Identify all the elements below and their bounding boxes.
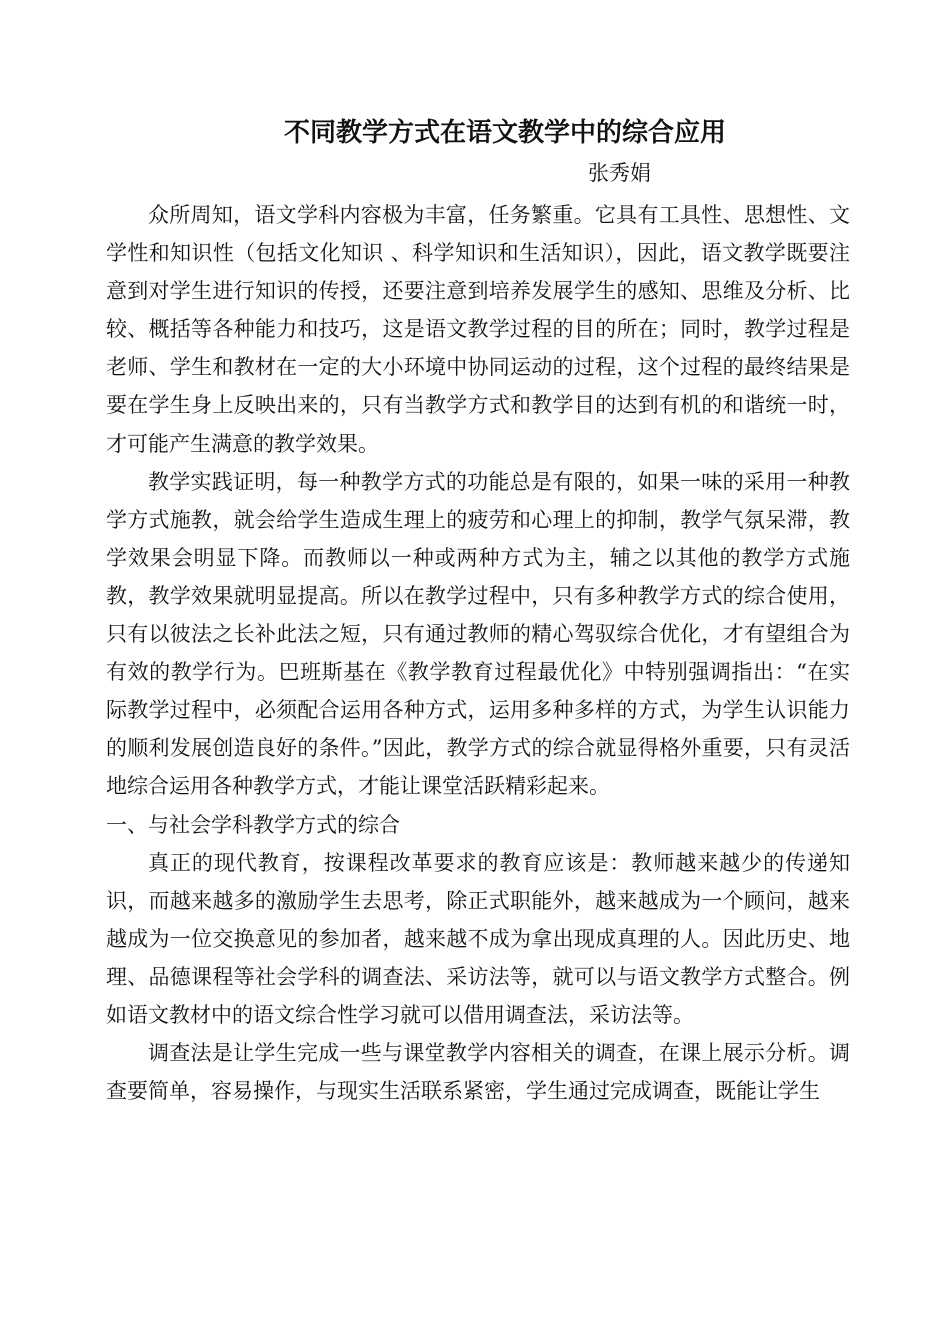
paragraph-modern-education: 真正的现代教育，按课程改革要求的教育应该是：教师越来越少的传递知识，而越来越多的激励学生去思考，除正式职能外，越来越成为一个顾问，越来越成为一位交换意见的参加者，越来越不成为拿出现成真理的人。因此历史、地理、品德课程等社会学科的调查法、采访法等，就可以与语文教学方式整合。例如语文教材中的语文综合性学习就可以借用调查法，采访法等。 [106,850,850,1027]
author-name: 张秀娟 [588,161,651,185]
paragraph-intro: 众所周知，语文学科内容极为丰富，任务繁重。它具有工具性、思想性、文学性和知识性（包括文化知识 、科学知识和生活知识），因此，语文教学既要注意到对学生进行知识的传授，还要注意到培养发展学生的感知、思维及分析、比较、概括等各种能力和技巧，这是语文教学过程的目的所在；同时，教学过程是老师、学生和教材在一定的大小环境中协同运动的过程，这个过程的最终结果是要在学生身上反映出来的，只有当教学方式和教学目的达到有机的和谐统一时，才可能产生满意的教学效果。 [106,203,850,456]
document-body [106,196,850,1110]
document-title: 不同教学方式在语文教学中的综合应用 [283,118,726,148]
paragraph-practice: 教学实践证明，每一种教学方式的功能总是有限的，如果一味的采用一种教学方式施教，就会给学生造成生理上的疲劳和心理上的抑制，教学气氛呆滞，教学效果会明显下降。而教师以一种或两种方式为主，辅之以其他的教学方式施教，教学效果就明显提高。所以在教学过程中，只有多种教学方式的综合使用，只有以彼法之长补此法之短，只有通过教师的精心驾驭综合优化，才有望组合为有效的教学行为。巴班斯基在《教学教育过程最优化》中特别强调指出：“在实际教学过程中，必须配合运用各种方式，运用多种多样的方式，为学生认识能力的顺利发展创造良好的条件。”因此，教学方式的综合就显得格外重要，只有灵活地综合运用各种教学方式，才能让课堂活跃精彩起来。 [106,469,850,799]
paragraph-survey-method: 调查法是让学生完成一些与课堂教学内容相关的调查，在课上展示分析。调查要简单，容易操作，与现实生活联系紧密，学生通过完成调查，既能让学生 [106,1041,850,1104]
section-heading: 一、与社会学科教学方式的综合 [106,812,400,837]
